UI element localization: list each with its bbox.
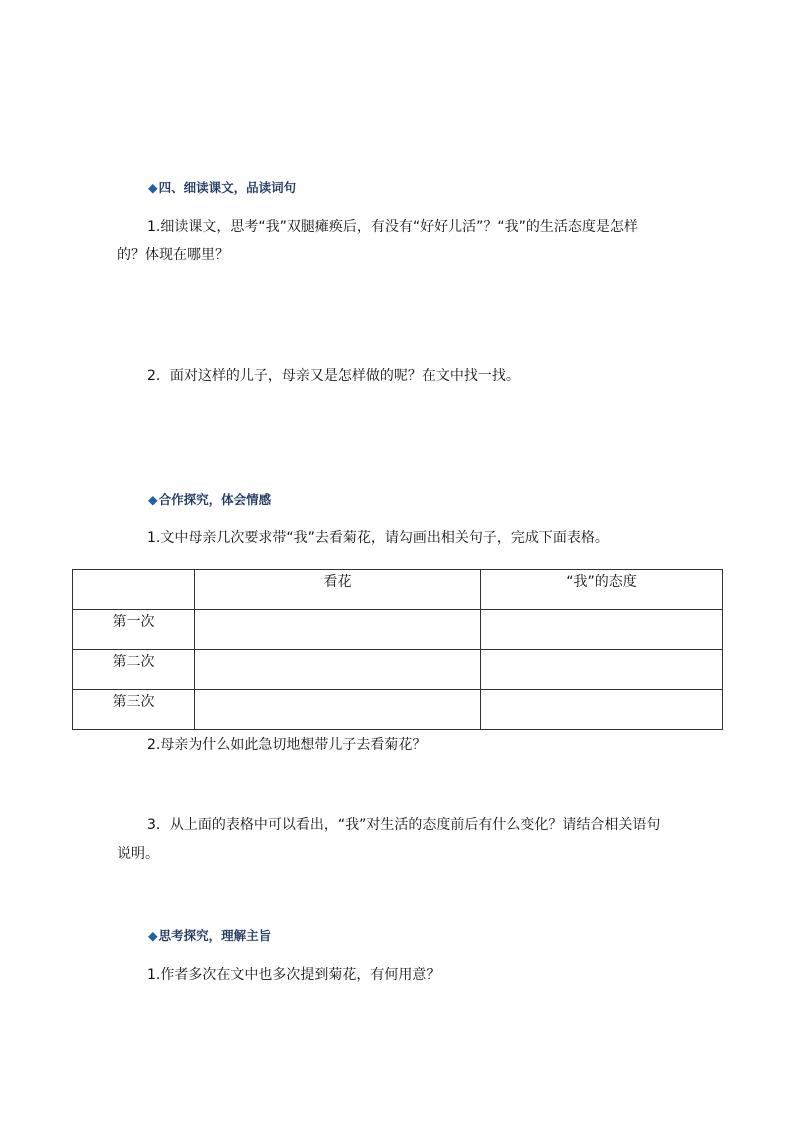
diamond-bullet-icon: ◆ — [148, 928, 158, 943]
question-3-line-2: 说明。 — [117, 846, 159, 862]
answer-cell[interactable] — [481, 690, 723, 730]
question-1: 1.作者多次在文中也多次提到菊花，有何用意？ — [147, 967, 441, 983]
question-2: 2.母亲为什么如此急切地想带儿子去看菊花？ — [147, 737, 427, 753]
table-header-cell — [73, 570, 195, 610]
question-1-line-1: 1.细读课文，思考“我”双腿瘫痪后，有没有“好好儿活”？“我”的生活态度是怎样 — [147, 219, 638, 235]
section-heading-1 — [148, 178, 296, 196]
table-row-label: 第三次 — [73, 690, 195, 730]
section-title: 四、细读课文，品读词句 — [158, 180, 297, 195]
answer-table — [72, 569, 723, 730]
table-row-label: 第一次 — [73, 610, 195, 650]
question-2: 2．面对这样的儿子，母亲又是怎样做的呢？在文中找一找。 — [147, 368, 520, 384]
answer-cell[interactable] — [481, 650, 723, 690]
section-heading-3 — [148, 926, 271, 944]
diamond-bullet-icon: ◆ — [148, 180, 158, 195]
answer-cell[interactable] — [195, 690, 481, 730]
question-3-line-1: 3．从上面的表格中可以看出，“我”对生活的态度前后有什么变化？请结合相关语句 — [147, 817, 661, 833]
table-header-cell: 看花 — [195, 570, 481, 610]
answer-cell[interactable] — [195, 650, 481, 690]
table-row — [73, 650, 723, 690]
diamond-bullet-icon: ◆ — [148, 492, 158, 507]
table-header-cell: “我”的态度 — [481, 570, 723, 610]
section-heading-2 — [148, 490, 271, 508]
table-row — [73, 690, 723, 730]
answer-cell[interactable] — [195, 610, 481, 650]
question-1: 1.文中母亲几次要求带“我”去看菊花，请勾画出相关句子，完成下面表格。 — [147, 530, 609, 546]
question-1-line-2: 的？体现在哪里？ — [117, 247, 229, 263]
table-header-row — [73, 570, 723, 610]
section-title: 合作探究，体会情感 — [158, 492, 272, 507]
table-row-label: 第二次 — [73, 650, 195, 690]
answer-cell[interactable] — [481, 610, 723, 650]
section-title: 思考探究，理解主旨 — [158, 928, 272, 943]
table-row — [73, 610, 723, 650]
